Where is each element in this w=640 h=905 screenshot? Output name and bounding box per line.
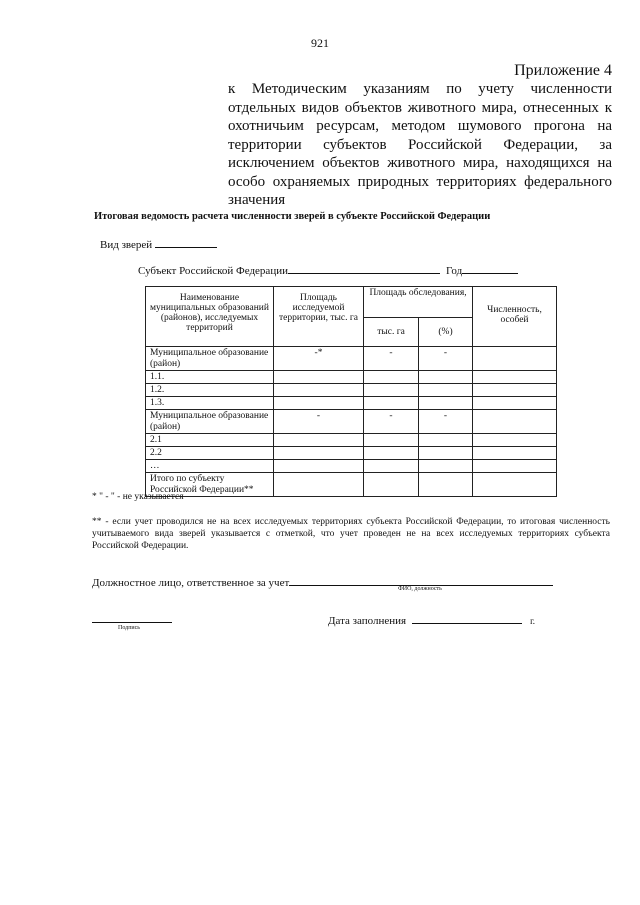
species-label: Вид зверей [100, 239, 153, 251]
row-survey-ha[interactable] [364, 473, 419, 497]
row-name: Итого по субъекту Российской Федерации** [146, 473, 274, 497]
subject-field [138, 262, 440, 277]
fill-date-input-line[interactable] [412, 612, 522, 624]
header-survey-thousand-ha: тыс. га [364, 318, 419, 347]
table-row [146, 410, 557, 434]
row-name: … [146, 460, 274, 473]
appendix-desc-line: к Методическим указаниям по учету численности [228, 81, 612, 97]
row-population[interactable] [473, 447, 557, 460]
header-area: Площадь исследуемой территории, тыс. га [274, 287, 364, 347]
header-name: Наименование муниципальных образований (районов), исследуемых территорий [146, 287, 274, 347]
subject-label: Субъект Российской Федерации [138, 265, 288, 277]
row-population[interactable] [473, 410, 557, 434]
row-population[interactable] [473, 473, 557, 497]
appendix-desc-line: охотничьим ресурсам, методом шумового прогона на [228, 118, 612, 134]
header-survey-area: Площадь обследования, [364, 287, 473, 318]
row-survey-pct[interactable] [419, 397, 473, 410]
year-input-line[interactable] [462, 262, 518, 274]
row-survey-pct[interactable] [419, 434, 473, 447]
official-input-line[interactable] [289, 574, 553, 586]
table-row [146, 434, 557, 447]
row-survey-ha[interactable] [364, 434, 419, 447]
table-row-total [146, 473, 557, 497]
table-row [146, 460, 557, 473]
row-survey-ha[interactable] [364, 384, 419, 397]
appendix-title: Приложение 4 [514, 62, 612, 79]
row-name: 2.1 [146, 434, 274, 447]
appendix-desc-line: особо охраняемых природных территориях федерального [228, 173, 612, 190]
signature-input-line[interactable] [92, 622, 172, 623]
appendix-desc-line: значения [228, 192, 286, 208]
row-survey-ha[interactable] [364, 371, 419, 384]
row-name: Муниципальное образование (район) [146, 347, 274, 371]
table-row [146, 347, 557, 371]
row-survey-pct[interactable] [419, 384, 473, 397]
count-table [145, 286, 557, 497]
year-label: Год [446, 265, 463, 277]
row-survey-ha[interactable]: - [364, 410, 419, 434]
row-area[interactable] [274, 460, 364, 473]
row-survey-pct[interactable] [419, 447, 473, 460]
row-survey-ha[interactable]: - [364, 347, 419, 371]
year-field [446, 262, 518, 277]
fill-date-label: Дата заполнения [328, 615, 407, 627]
row-population[interactable] [473, 397, 557, 410]
table-row [146, 384, 557, 397]
row-area[interactable] [274, 371, 364, 384]
appendix-desc-line: территории субъектов Российской Федерации, за [228, 136, 612, 153]
page-number: 921 [311, 36, 329, 50]
table-row [146, 397, 557, 410]
header-survey-percent: (%) [419, 318, 473, 347]
header-population: Численность, особей [473, 287, 557, 347]
row-population[interactable] [473, 347, 557, 371]
row-name: 1.3. [146, 397, 274, 410]
row-population[interactable] [473, 460, 557, 473]
row-name: Муниципальное образование (район) [146, 410, 274, 434]
row-survey-pct[interactable]: - [419, 347, 473, 371]
appendix-desc-line: исключением объектов животного мира, находящихся на [228, 155, 612, 171]
row-area[interactable] [274, 447, 364, 460]
row-area[interactable] [274, 397, 364, 410]
row-survey-pct[interactable] [419, 473, 473, 497]
row-survey-ha[interactable] [364, 397, 419, 410]
document-title: Итоговая ведомость расчета численности зверей в субъекте Российской Федерации [94, 211, 491, 222]
year-suffix: г. [530, 616, 536, 626]
species-input-line[interactable] [155, 236, 217, 248]
row-population[interactable] [473, 384, 557, 397]
row-area[interactable] [274, 473, 364, 497]
species-field [100, 236, 217, 251]
row-name: 2.2 [146, 447, 274, 460]
official-label: Должностное лицо, ответственное за учет [92, 577, 290, 589]
row-population[interactable] [473, 434, 557, 447]
row-survey-ha[interactable] [364, 460, 419, 473]
appendix-desc-line: отдельных видов объектов животного мира, отнесенных к [228, 99, 612, 116]
row-name: 1.2. [146, 384, 274, 397]
table-row [146, 371, 557, 384]
footnote-partial-survey: ** - если учет проводился не на всех исследуемых территориях субъекта Российской Федерации, то итоговая численность учитываемого вида зверей указывается с отметкой, что учет проведен не на всех исследуемых территориях субъекта Российской Федерации. [92, 517, 610, 551]
signature-caption: Подпись [118, 625, 141, 631]
official-caption: ФИО, должность [398, 586, 442, 592]
row-area[interactable] [274, 434, 364, 447]
row-area[interactable] [274, 384, 364, 397]
row-survey-pct[interactable]: - [419, 410, 473, 434]
table-row [146, 447, 557, 460]
footnote-dash: * " - " - не указывается [92, 492, 184, 502]
row-area[interactable]: - [274, 410, 364, 434]
row-survey-pct[interactable] [419, 371, 473, 384]
subject-input-line[interactable] [288, 262, 440, 274]
official-field [92, 574, 553, 589]
appendix-description [228, 80, 612, 210]
row-area[interactable]: -* [274, 347, 364, 371]
row-survey-pct[interactable] [419, 460, 473, 473]
fill-date-field [328, 612, 535, 627]
row-name: 1.1. [146, 371, 274, 384]
row-population[interactable] [473, 371, 557, 384]
row-survey-ha[interactable] [364, 447, 419, 460]
